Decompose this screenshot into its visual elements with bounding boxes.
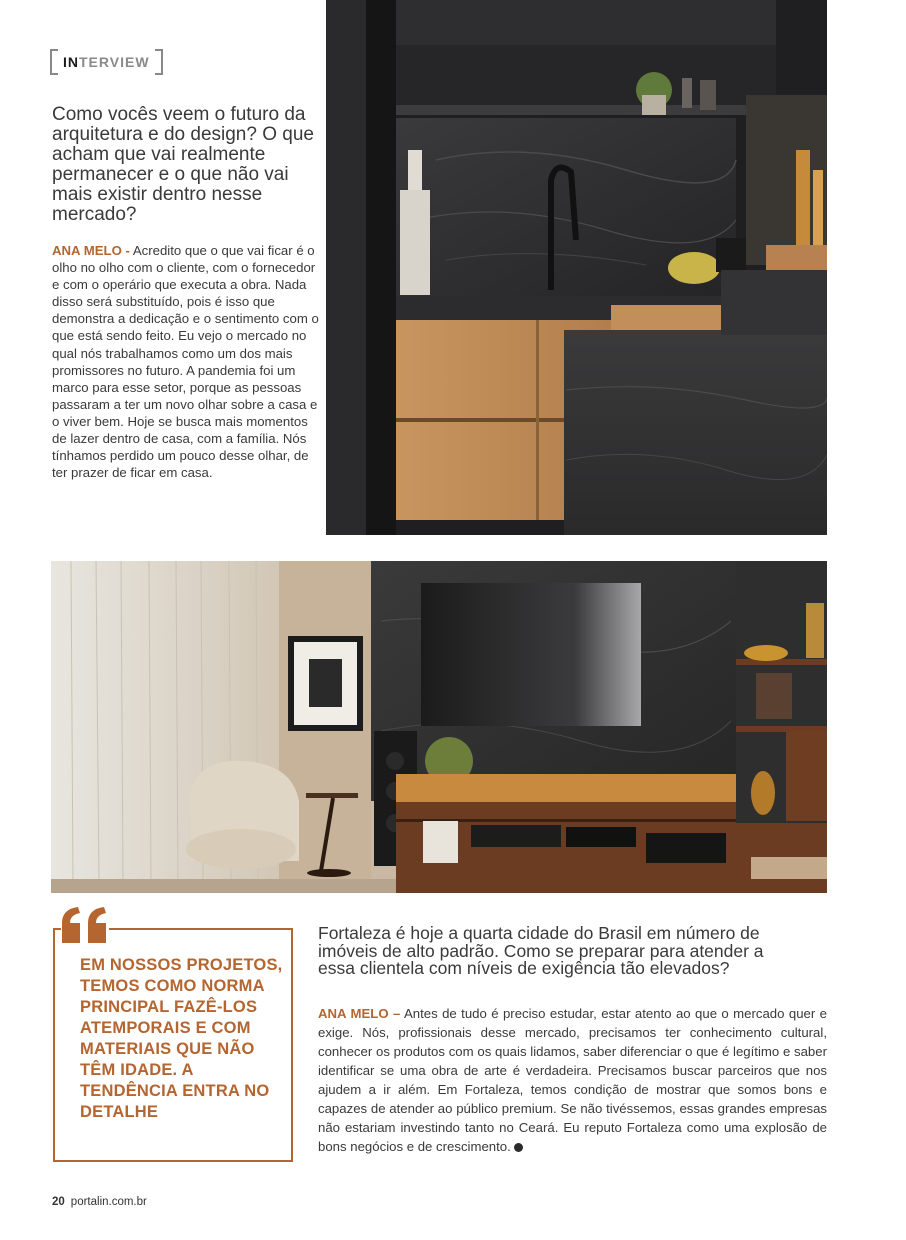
- section-tag-rest: TERVIEW: [79, 54, 150, 70]
- section-tag-bold: IN: [63, 54, 79, 70]
- section-tag: [50, 50, 163, 74]
- page-footer: [52, 1196, 147, 1208]
- answer-2: [318, 1004, 827, 1156]
- end-of-article-icon: [514, 1143, 523, 1152]
- answer-1-speaker: ANA MELO -: [52, 243, 130, 258]
- bracket-right: [155, 49, 163, 75]
- question-1: Como vocês veem o futuro da arquitetura e do design? O que acham que vai realmente permanecer e o que não vai mais existir dentro nesse mercado?: [52, 104, 314, 225]
- answer-1-text: Acredito que o que vai ficar é o olho no olho com o cliente, com o fornecedor e com o operário que executa a obra. Nada disso será substituído, pois é isso que demonstra a dedicação e o sentimento com o que está sendo feito. Eu vejo o mercado no qual nós trabalhamos como um dos mais promissores no futuro. A pandemia foi um marco para esse setor, porque as pessoas passaram a ter um novo olhar sobre a casa e o viver bem. Hoje se busca mais momentos de lazer dentro de casa, com a família. Nós tínhamos perdido um pouco desse olhar, de ter prazer de ficar em casa.: [52, 243, 319, 481]
- answer-2-text: Antes de tudo é preciso estudar, estar atento ao que o mercado quer e exige. Nós, profissionais desse mercado, precisamos ter conhecimento cultural, conhecer os produtos com os quais lidamos, saber diferenciar o que é legítimo e saber identificar se uma obra de arte é verdadeira. Precisamos buscar parceiros que nos ajudem a ir além. Em Fortaleza, temos condição de mostrar que somos bons e capazes de atender ao público premium. Se não tivéssemos, essas grandes empresas não estariam investindo tanto no Ceará. Eu reputo Fortaleza como uma explosão de bons negócios e de crescimento.: [318, 1006, 827, 1154]
- quote-mark-icon: [60, 905, 112, 950]
- living-room-photo: [51, 561, 827, 893]
- kitchen-photo: [326, 0, 827, 535]
- footer-site: portalin.com.br: [70, 1196, 147, 1208]
- page-number: 20: [52, 1196, 65, 1208]
- question-2: Fortaleza é hoje a quarta cidade do Brasil em número de imóveis de alto padrão. Como se preparar para atender a essa clientela com níveis de exigência tão elevados?: [318, 923, 764, 978]
- answer-1: [52, 242, 324, 481]
- bracket-left: [50, 49, 58, 75]
- answer-2-speaker: ANA MELO –: [318, 1006, 401, 1021]
- pull-quote-text: EM NOSSOS PROJETOS, TEMOS COMO NORMA PRINCIPAL FAZÊ-LOS ATEMPORAIS E COM MATERIAIS QUE NÃO TÊM IDADE. A TENDÊNCIA ENTRA NO DETALHE: [80, 956, 283, 1121]
